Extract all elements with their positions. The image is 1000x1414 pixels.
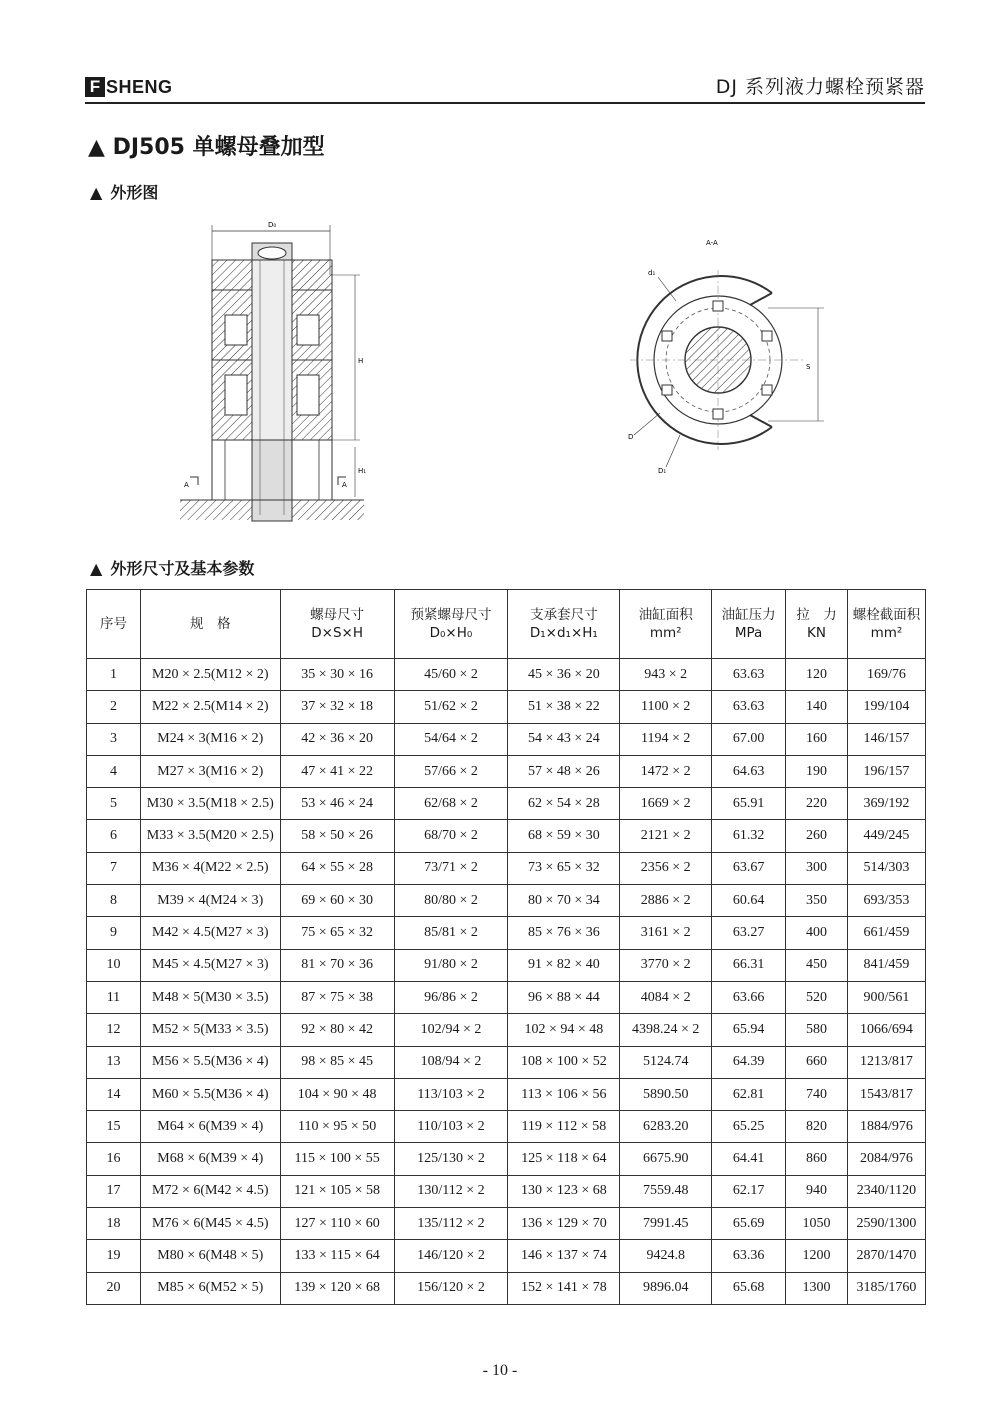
table-cell: 940 bbox=[786, 1175, 848, 1207]
column-header-line2: mm² bbox=[870, 625, 903, 641]
table-cell: 146/120 × 2 bbox=[394, 1240, 508, 1272]
section-title-label: A-A bbox=[706, 239, 718, 247]
section-heading-params bbox=[90, 556, 254, 579]
table-cell: 65.25 bbox=[712, 1111, 786, 1143]
table-cell: 5124.74 bbox=[620, 1046, 712, 1078]
table-cell: 67.00 bbox=[712, 723, 786, 755]
column-header bbox=[394, 590, 508, 659]
table-row bbox=[87, 755, 926, 787]
column-header-line1: 支承套尺寸 bbox=[530, 607, 598, 623]
table-cell: 54/64 × 2 bbox=[394, 723, 508, 755]
table-row bbox=[87, 981, 926, 1013]
table-cell: 127 × 110 × 60 bbox=[280, 1208, 394, 1240]
table-cell: 740 bbox=[786, 1078, 848, 1110]
table-cell: 62.17 bbox=[712, 1175, 786, 1207]
table-row bbox=[87, 788, 926, 820]
page-title: ▲ DJ505 单螺母叠加型 bbox=[88, 135, 325, 160]
plan-view-a-a bbox=[600, 235, 840, 480]
table-cell: 64.41 bbox=[712, 1143, 786, 1175]
table-cell: 54 × 43 × 24 bbox=[508, 723, 620, 755]
table-cell: 4084 × 2 bbox=[620, 981, 712, 1013]
table-row bbox=[87, 917, 926, 949]
table-row bbox=[87, 1143, 926, 1175]
table-cell: 69 × 60 × 30 bbox=[280, 885, 394, 917]
table-row bbox=[87, 1014, 926, 1046]
column-header bbox=[280, 590, 394, 659]
table-cell: 369/192 bbox=[847, 788, 925, 820]
table-cell: 2356 × 2 bbox=[620, 852, 712, 884]
table-cell: M42 × 4.5(M27 × 3) bbox=[140, 917, 280, 949]
table-cell: 580 bbox=[786, 1014, 848, 1046]
table-cell: 133 × 115 × 64 bbox=[280, 1240, 394, 1272]
section-heading-params-text: 外形尺寸及基本参数 bbox=[110, 559, 255, 578]
table-cell: 1669 × 2 bbox=[620, 788, 712, 820]
table-cell: 98 × 85 × 45 bbox=[280, 1046, 394, 1078]
table-cell: M27 × 3(M16 × 2) bbox=[140, 755, 280, 787]
section-marker-left: A bbox=[184, 481, 189, 489]
table-cell: 9896.04 bbox=[620, 1272, 712, 1304]
table-cell: 120 bbox=[786, 659, 848, 691]
table-cell: 92 × 80 × 42 bbox=[280, 1014, 394, 1046]
column-header-line1: 螺母尺寸 bbox=[310, 607, 365, 623]
table-cell: M64 × 6(M39 × 4) bbox=[140, 1111, 280, 1143]
base-ground-right bbox=[292, 500, 364, 520]
s-label: S bbox=[806, 363, 811, 371]
logo-text: SHENG bbox=[106, 76, 173, 97]
column-header bbox=[87, 590, 141, 659]
table-cell: 8 bbox=[87, 885, 141, 917]
table-cell: 73/71 × 2 bbox=[394, 852, 508, 884]
table-cell: 45 × 36 × 20 bbox=[508, 659, 620, 691]
table-cell: 42 × 36 × 20 bbox=[280, 723, 394, 755]
table-cell: 450 bbox=[786, 949, 848, 981]
table-cell: 45/60 × 2 bbox=[394, 659, 508, 691]
table-cell: 130/112 × 2 bbox=[394, 1175, 508, 1207]
column-header-line2: MPa bbox=[734, 625, 763, 641]
column-header bbox=[620, 590, 712, 659]
table-cell: 110 × 95 × 50 bbox=[280, 1111, 394, 1143]
table-cell: 63.67 bbox=[712, 852, 786, 884]
column-header-line1: 拉 力 bbox=[796, 607, 837, 623]
section-marker-right: A bbox=[342, 481, 347, 489]
column-header-line2: D₁×d₁×H₁ bbox=[529, 625, 598, 641]
column-header-line2: KN bbox=[807, 625, 826, 641]
triangle-icon: ▲ bbox=[90, 183, 103, 202]
logo-mark: F bbox=[85, 77, 105, 97]
column-header-line1: 螺栓截面积 bbox=[852, 607, 921, 623]
table-cell: 661/459 bbox=[847, 917, 925, 949]
table-cell: 400 bbox=[786, 917, 848, 949]
table-cell: 3161 × 2 bbox=[620, 917, 712, 949]
table-cell: 16 bbox=[87, 1143, 141, 1175]
table-cell: 110/103 × 2 bbox=[394, 1111, 508, 1143]
table-cell: 3770 × 2 bbox=[620, 949, 712, 981]
table-cell: 199/104 bbox=[847, 691, 925, 723]
table-cell: 130 × 123 × 68 bbox=[508, 1175, 620, 1207]
section-heading-drawing-text: 外形图 bbox=[110, 183, 159, 202]
table-cell: M22 × 2.5(M14 × 2) bbox=[140, 691, 280, 723]
table-cell: 3 bbox=[87, 723, 141, 755]
table-cell: 96 × 88 × 44 bbox=[508, 981, 620, 1013]
table-cell: 156/120 × 2 bbox=[394, 1272, 508, 1304]
table-cell: 57 × 48 × 26 bbox=[508, 755, 620, 787]
table-cell: 102 × 94 × 48 bbox=[508, 1014, 620, 1046]
table-cell: 136 × 129 × 70 bbox=[508, 1208, 620, 1240]
table-cell: 20 bbox=[87, 1272, 141, 1304]
table-cell: 260 bbox=[786, 820, 848, 852]
table-cell: 62.81 bbox=[712, 1078, 786, 1110]
column-header-line1: 预紧螺母尺寸 bbox=[410, 607, 492, 623]
table-cell: 68/70 × 2 bbox=[394, 820, 508, 852]
table-body bbox=[87, 659, 926, 1305]
table-cell: 80/80 × 2 bbox=[394, 885, 508, 917]
column-header-line1: 油缸面积 bbox=[638, 607, 693, 623]
series-title: DJ 系列液力螺栓预紧器 bbox=[715, 76, 925, 98]
table-cell: 73 × 65 × 32 bbox=[508, 852, 620, 884]
table-cell: 14 bbox=[87, 1078, 141, 1110]
table-cell: M85 × 6(M52 × 5) bbox=[140, 1272, 280, 1304]
table-cell: 5890.50 bbox=[620, 1078, 712, 1110]
table-cell: M48 × 5(M30 × 3.5) bbox=[140, 981, 280, 1013]
column-header bbox=[508, 590, 620, 659]
table-cell: 160 bbox=[786, 723, 848, 755]
table-row bbox=[87, 1111, 926, 1143]
table-cell: 943 × 2 bbox=[620, 659, 712, 691]
column-header bbox=[847, 590, 925, 659]
table-cell: 152 × 141 × 78 bbox=[508, 1272, 620, 1304]
table-cell: 4398.24 × 2 bbox=[620, 1014, 712, 1046]
table-cell: 125/130 × 2 bbox=[394, 1143, 508, 1175]
table-cell: M24 × 3(M16 × 2) bbox=[140, 723, 280, 755]
table-header-row bbox=[87, 590, 926, 659]
side-section-drawing bbox=[170, 215, 390, 525]
table-cell: M68 × 6(M39 × 4) bbox=[140, 1143, 280, 1175]
table-cell: 520 bbox=[786, 981, 848, 1013]
table-cell: 65.68 bbox=[712, 1272, 786, 1304]
table-row bbox=[87, 1208, 926, 1240]
table-cell: M76 × 6(M45 × 4.5) bbox=[140, 1208, 280, 1240]
table-cell: 53 × 46 × 24 bbox=[280, 788, 394, 820]
table-cell: M45 × 4.5(M27 × 3) bbox=[140, 949, 280, 981]
table-cell: 9 bbox=[87, 917, 141, 949]
base-ground-left bbox=[180, 500, 252, 520]
table-cell: M36 × 4(M22 × 2.5) bbox=[140, 852, 280, 884]
table-row bbox=[87, 723, 926, 755]
table-cell: 2340/1120 bbox=[847, 1175, 925, 1207]
table-cell: 841/459 bbox=[847, 949, 925, 981]
table-cell: 135/112 × 2 bbox=[394, 1208, 508, 1240]
table-cell: 65.94 bbox=[712, 1014, 786, 1046]
table-cell: 2590/1300 bbox=[847, 1208, 925, 1240]
table-cell: 13 bbox=[87, 1046, 141, 1078]
h1-label: H₁ bbox=[358, 467, 367, 475]
table-row bbox=[87, 852, 926, 884]
table-cell: 61.32 bbox=[712, 820, 786, 852]
d0-label: D₀ bbox=[268, 221, 277, 229]
table-row bbox=[87, 1240, 926, 1272]
table-cell: 900/561 bbox=[847, 981, 925, 1013]
triangle-icon: ▲ bbox=[90, 559, 103, 578]
table-cell: 146/157 bbox=[847, 723, 925, 755]
d-label: D bbox=[628, 433, 634, 441]
table-cell: 1066/694 bbox=[847, 1014, 925, 1046]
table-row bbox=[87, 949, 926, 981]
table-cell: 18 bbox=[87, 1208, 141, 1240]
table-cell: 860 bbox=[786, 1143, 848, 1175]
table-cell: M30 × 3.5(M18 × 2.5) bbox=[140, 788, 280, 820]
table-cell: 60.64 bbox=[712, 885, 786, 917]
table-cell: 37 × 32 × 18 bbox=[280, 691, 394, 723]
table-cell: 63.63 bbox=[712, 659, 786, 691]
d1-small-label: d₁ bbox=[648, 269, 656, 277]
table-cell: 108 × 100 × 52 bbox=[508, 1046, 620, 1078]
table-cell: 1213/817 bbox=[847, 1046, 925, 1078]
table-cell: 87 × 75 × 38 bbox=[280, 981, 394, 1013]
table-cell: 85 × 76 × 36 bbox=[508, 917, 620, 949]
table-cell: 660 bbox=[786, 1046, 848, 1078]
table-cell: 196/157 bbox=[847, 755, 925, 787]
h-label: H bbox=[358, 357, 364, 365]
table-row bbox=[87, 1046, 926, 1078]
table-cell: 820 bbox=[786, 1111, 848, 1143]
table-cell: 104 × 90 × 48 bbox=[280, 1078, 394, 1110]
table-cell: 121 × 105 × 58 bbox=[280, 1175, 394, 1207]
table-cell: 7991.45 bbox=[620, 1208, 712, 1240]
table-cell: 113/103 × 2 bbox=[394, 1078, 508, 1110]
column-header bbox=[140, 590, 280, 659]
table-cell: 63.66 bbox=[712, 981, 786, 1013]
table-cell: 80 × 70 × 34 bbox=[508, 885, 620, 917]
table-cell: 2870/1470 bbox=[847, 1240, 925, 1272]
table-cell: 3185/1760 bbox=[847, 1272, 925, 1304]
table-row bbox=[87, 1078, 926, 1110]
table-cell: 2084/976 bbox=[847, 1143, 925, 1175]
table-cell: 62 × 54 × 28 bbox=[508, 788, 620, 820]
table-cell: 1050 bbox=[786, 1208, 848, 1240]
table-row bbox=[87, 1175, 926, 1207]
column-header-line1: 序号 bbox=[99, 616, 127, 632]
table-cell: 1100 × 2 bbox=[620, 691, 712, 723]
table-cell: M20 × 2.5(M12 × 2) bbox=[140, 659, 280, 691]
table-row bbox=[87, 1272, 926, 1304]
table-cell: 7 bbox=[87, 852, 141, 884]
table-cell: 115 × 100 × 55 bbox=[280, 1143, 394, 1175]
brand-logo bbox=[85, 76, 173, 98]
column-header-line1: 油缸压力 bbox=[721, 607, 776, 623]
table-cell: 119 × 112 × 58 bbox=[508, 1111, 620, 1143]
d1-big-label: D₁ bbox=[658, 467, 667, 475]
table-cell: 63.27 bbox=[712, 917, 786, 949]
table-cell: M52 × 5(M33 × 3.5) bbox=[140, 1014, 280, 1046]
parameters-table bbox=[86, 589, 926, 1305]
table-cell: 1472 × 2 bbox=[620, 755, 712, 787]
table-cell: 57/66 × 2 bbox=[394, 755, 508, 787]
table-cell: 1300 bbox=[786, 1272, 848, 1304]
table-cell: 63.36 bbox=[712, 1240, 786, 1272]
table-cell: 7559.48 bbox=[620, 1175, 712, 1207]
table-cell: 146 × 137 × 74 bbox=[508, 1240, 620, 1272]
table-cell: 9424.8 bbox=[620, 1240, 712, 1272]
table-cell: 350 bbox=[786, 885, 848, 917]
column-header-line2: mm² bbox=[649, 625, 682, 641]
table-cell: 300 bbox=[786, 852, 848, 884]
table-cell: M33 × 3.5(M20 × 2.5) bbox=[140, 820, 280, 852]
table-cell: 220 bbox=[786, 788, 848, 820]
table-cell: 125 × 118 × 64 bbox=[508, 1143, 620, 1175]
page-header bbox=[85, 68, 925, 104]
table-cell: 113 × 106 × 56 bbox=[508, 1078, 620, 1110]
column-header-line1: 规 格 bbox=[190, 616, 231, 632]
table-cell: 47 × 41 × 22 bbox=[280, 755, 394, 787]
table-row bbox=[87, 659, 926, 691]
table-cell: M72 × 6(M42 × 4.5) bbox=[140, 1175, 280, 1207]
table-cell: M56 × 5.5(M36 × 4) bbox=[140, 1046, 280, 1078]
table-cell: 64 × 55 × 28 bbox=[280, 852, 394, 884]
table-cell: 693/353 bbox=[847, 885, 925, 917]
table-cell: 64.39 bbox=[712, 1046, 786, 1078]
table-cell: 1543/817 bbox=[847, 1078, 925, 1110]
table-row bbox=[87, 691, 926, 723]
table-cell: 139 × 120 × 68 bbox=[280, 1272, 394, 1304]
page-number: - 10 - bbox=[482, 1362, 518, 1379]
table-cell: 91 × 82 × 40 bbox=[508, 949, 620, 981]
table-cell: 81 × 70 × 36 bbox=[280, 949, 394, 981]
table-cell: 140 bbox=[786, 691, 848, 723]
table-cell: 190 bbox=[786, 755, 848, 787]
table-cell: 68 × 59 × 30 bbox=[508, 820, 620, 852]
table-cell: 449/245 bbox=[847, 820, 925, 852]
table-cell: 102/94 × 2 bbox=[394, 1014, 508, 1046]
table-row bbox=[87, 885, 926, 917]
table-cell: M39 × 4(M24 × 3) bbox=[140, 885, 280, 917]
table-cell: M80 × 6(M48 × 5) bbox=[140, 1240, 280, 1272]
table-cell: 2121 × 2 bbox=[620, 820, 712, 852]
table-cell: 85/81 × 2 bbox=[394, 917, 508, 949]
table-cell: 62/68 × 2 bbox=[394, 788, 508, 820]
table-cell: 1200 bbox=[786, 1240, 848, 1272]
table-cell: 4 bbox=[87, 755, 141, 787]
table-cell: 51 × 38 × 22 bbox=[508, 691, 620, 723]
table-cell: 35 × 30 × 16 bbox=[280, 659, 394, 691]
table-row bbox=[87, 820, 926, 852]
table-cell: 11 bbox=[87, 981, 141, 1013]
table-cell: 96/86 × 2 bbox=[394, 981, 508, 1013]
table-cell: 51/62 × 2 bbox=[394, 691, 508, 723]
table-cell: 5 bbox=[87, 788, 141, 820]
table-cell: 1884/976 bbox=[847, 1111, 925, 1143]
table-cell: 6 bbox=[87, 820, 141, 852]
section-heading-drawing bbox=[90, 180, 158, 203]
table-cell: 514/303 bbox=[847, 852, 925, 884]
table-cell: 65.69 bbox=[712, 1208, 786, 1240]
table-cell: 12 bbox=[87, 1014, 141, 1046]
table-cell: 169/76 bbox=[847, 659, 925, 691]
table-cell: 2886 × 2 bbox=[620, 885, 712, 917]
table-cell: 63.63 bbox=[712, 691, 786, 723]
table-cell: 19 bbox=[87, 1240, 141, 1272]
table-cell: 1 bbox=[87, 659, 141, 691]
table-cell: 65.91 bbox=[712, 788, 786, 820]
column-header-line2: D₀×H₀ bbox=[429, 625, 473, 641]
table-cell: 17 bbox=[87, 1175, 141, 1207]
column-header-line2: D×S×H bbox=[311, 625, 363, 641]
table-cell: 6283.20 bbox=[620, 1111, 712, 1143]
table-cell: 10 bbox=[87, 949, 141, 981]
column-header bbox=[786, 590, 848, 659]
column-header bbox=[712, 590, 786, 659]
table-cell: 108/94 × 2 bbox=[394, 1046, 508, 1078]
table-cell: 6675.90 bbox=[620, 1143, 712, 1175]
table-cell: 1194 × 2 bbox=[620, 723, 712, 755]
table-cell: M60 × 5.5(M36 × 4) bbox=[140, 1078, 280, 1110]
table-cell: 58 × 50 × 26 bbox=[280, 820, 394, 852]
table-cell: 2 bbox=[87, 691, 141, 723]
table-cell: 15 bbox=[87, 1111, 141, 1143]
table-cell: 75 × 65 × 32 bbox=[280, 917, 394, 949]
table-cell: 66.31 bbox=[712, 949, 786, 981]
table-cell: 91/80 × 2 bbox=[394, 949, 508, 981]
table-cell: 64.63 bbox=[712, 755, 786, 787]
